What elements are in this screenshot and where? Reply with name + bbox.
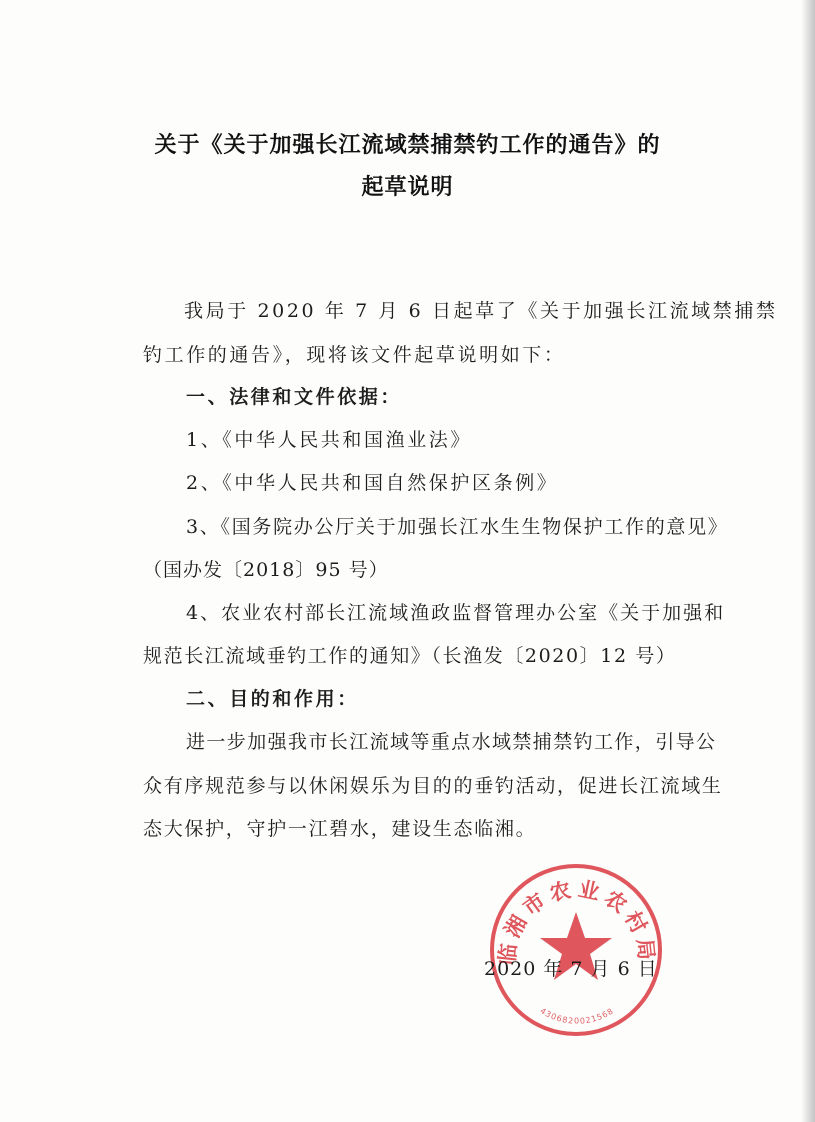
body-line: 进一步加强我市长江流域等重点水域禁捕禁钓工作，引导公 xyxy=(186,731,717,753)
list-item: 2、《中华人民共和国自然保护区条例》 xyxy=(186,472,559,494)
list-item: 3、《国务院办公厅关于加强长江水生生物保护工作的意见》 xyxy=(186,516,729,538)
body-line: 我局于 2020 年 7 月 6 日起草了《关于加强长江流域禁捕禁 xyxy=(184,300,778,322)
official-seal xyxy=(488,862,664,1038)
document-date: 2020 年 7 月 6 日 xyxy=(484,958,658,980)
svg-text:临湘市农业农村局: 临湘市农业农村局 xyxy=(495,876,659,966)
document-title-line1: 关于《关于加强长江流域禁捕禁钓工作的通告》的 xyxy=(154,133,661,158)
list-item: 4、农业农村部长江流域渔政监督管理办公室《关于加强和 xyxy=(186,602,726,624)
document-title-line2: 起草说明 xyxy=(361,175,454,200)
list-item-continuation: 规范长江流域垂钓工作的通知》（长渔发〔2020〕12 号） xyxy=(143,645,677,667)
body-line: 众有序规范参与以休闲娱乐为目的的垂钓活动，促进长江流域生 xyxy=(143,775,723,797)
section-heading-basis: 一、法律和文件依据： xyxy=(186,386,403,408)
scan-edge-shadow xyxy=(801,0,815,1122)
list-item-continuation: （国办发〔2018〕95 号） xyxy=(143,559,389,581)
list-item: 1、《中华人民共和国渔业法》 xyxy=(186,429,472,451)
svg-text:4306820021568: 4306820021568 xyxy=(538,1006,616,1026)
section-heading-purpose: 二、目的和作用： xyxy=(186,688,359,710)
body-line: 钓工作的通告》，现将该文件起草说明如下： xyxy=(143,344,566,366)
body-line: 态大保护，守护一江碧水，建设生态临湘。 xyxy=(143,818,537,840)
